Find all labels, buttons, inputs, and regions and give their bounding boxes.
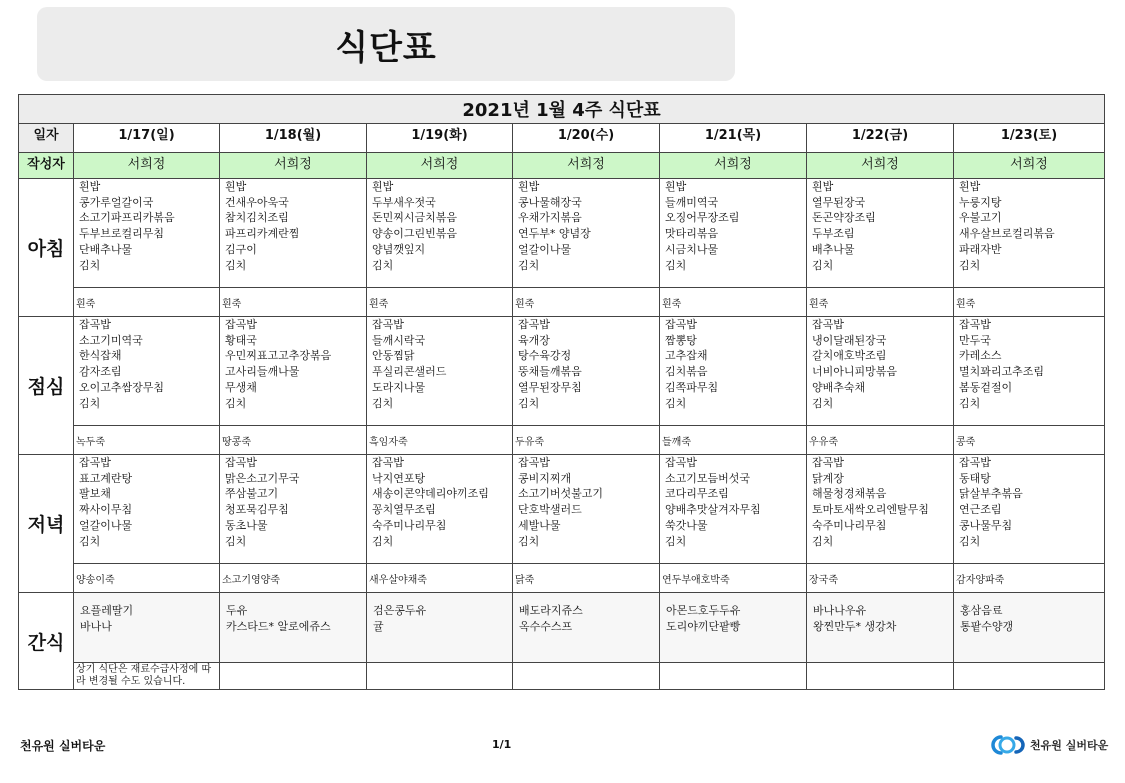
menu-item: 콩나물무침 bbox=[959, 518, 1013, 532]
dinner-porridge-cell: 감자양파죽 bbox=[954, 564, 1105, 593]
menu-item: 한식잡채 bbox=[79, 349, 122, 363]
menu-item: 동태탕 bbox=[959, 471, 991, 485]
menu-item: 김치 bbox=[79, 534, 101, 548]
menu-item: 단배추나물 bbox=[79, 242, 133, 256]
menu-item: 김치 bbox=[518, 396, 540, 410]
breakfast-porridge-cell: 흰죽 bbox=[513, 288, 660, 317]
menu-table bbox=[18, 94, 1105, 690]
writer-cell-6: 서희정 bbox=[954, 153, 1105, 179]
menu-item: 해물청경채볶음 bbox=[812, 487, 887, 501]
date-header-1: 1/18(월) bbox=[220, 124, 367, 153]
menu-item: 김구이 bbox=[225, 242, 257, 256]
date-header-4: 1/21(목) bbox=[660, 124, 807, 153]
dinner-porridge-cell: 장국죽 bbox=[807, 564, 954, 593]
breakfast-porridge-cell: 흰죽 bbox=[954, 288, 1105, 317]
menu-item: 양념깻잎지 bbox=[372, 242, 426, 256]
menu-item: 흰밥 bbox=[518, 180, 540, 193]
menu-item: 김치 bbox=[812, 534, 834, 548]
menu-item: 잡곡밥 bbox=[665, 318, 697, 331]
snack-item: 배도라지쥬스 bbox=[519, 604, 583, 617]
snack-item: 요플레딸기 bbox=[80, 604, 134, 617]
menu-item: 김치 bbox=[812, 396, 834, 410]
dinner-menu-cell bbox=[660, 455, 807, 564]
menu-item: 소고기버섯불고기 bbox=[518, 487, 604, 501]
menu-item: 김치 bbox=[225, 396, 247, 410]
lunch-porridge-cell: 땅콩죽 bbox=[220, 426, 367, 455]
dinner-menu-cell bbox=[954, 455, 1105, 564]
writer-label: 작성자 bbox=[19, 153, 74, 179]
menu-item: 토마토새싹오리엔탈무침 bbox=[812, 503, 929, 517]
menu-item: 육개장 bbox=[518, 333, 550, 347]
lunch-porridge-cell: 녹두죽 bbox=[74, 426, 220, 455]
menu-item: 흰밥 bbox=[372, 180, 394, 193]
menu-item: 청포묵김무침 bbox=[225, 503, 289, 517]
snack-item: 통팥수양갱 bbox=[960, 619, 1014, 633]
snack-menu-cell bbox=[954, 593, 1105, 663]
menu-item: 새우살브로컬리볶음 bbox=[959, 227, 1055, 241]
breakfast-menu-cell bbox=[220, 179, 367, 288]
menu-item: 연두부* 양념장 bbox=[518, 227, 591, 241]
snack-menu-cell bbox=[513, 593, 660, 663]
breakfast-menu-cell bbox=[74, 179, 220, 288]
menu-item: 김치 bbox=[959, 396, 981, 410]
breakfast-porridge-cell: 흰죽 bbox=[74, 288, 220, 317]
snack-item: 검은콩두유 bbox=[373, 604, 427, 617]
menu-item: 김치 bbox=[79, 258, 101, 272]
menu-item: 김치 bbox=[518, 534, 540, 548]
snack-blank-cell bbox=[220, 663, 367, 690]
menu-item: 양송이그린빈볶음 bbox=[372, 227, 458, 241]
menu-item: 흰밥 bbox=[959, 180, 981, 193]
footer-logo bbox=[990, 733, 1108, 757]
menu-item: 잡곡밥 bbox=[518, 318, 550, 331]
footer-page-number: 1/1 bbox=[492, 738, 512, 751]
menu-item: 김치 bbox=[959, 534, 981, 548]
lunch-menu-cell bbox=[220, 317, 367, 426]
breakfast-menu-cell bbox=[513, 179, 660, 288]
menu-item: 잡곡밥 bbox=[225, 456, 257, 469]
menu-item: 황태국 bbox=[225, 333, 257, 347]
menu-item: 열무된장무침 bbox=[518, 380, 582, 394]
snack-item: 바나나우유 bbox=[813, 604, 867, 617]
menu-item: 우불고기 bbox=[959, 211, 1002, 225]
menu-item: 닭살부추볶음 bbox=[959, 487, 1023, 501]
menu-item: 두부조림 bbox=[812, 227, 855, 241]
menu-item: 만두국 bbox=[959, 333, 991, 347]
lunch-menu-cell bbox=[807, 317, 954, 426]
writer-cell-2: 서희정 bbox=[367, 153, 513, 179]
menu-item: 짜사이무침 bbox=[79, 503, 133, 517]
dinner-porridge-cell: 닭죽 bbox=[513, 564, 660, 593]
menu-item: 김치 bbox=[665, 396, 687, 410]
dinner-menu-cell bbox=[513, 455, 660, 564]
menu-item: 뚱채들깨볶음 bbox=[518, 365, 582, 379]
menu-item: 고사리들깨나물 bbox=[225, 365, 300, 379]
menu-item: 우채가지볶음 bbox=[518, 211, 582, 225]
menu-item: 들깨시락국 bbox=[372, 333, 426, 347]
lunch-menu-cell bbox=[513, 317, 660, 426]
writer-cell-5: 서희정 bbox=[807, 153, 954, 179]
menu-item: 동초나물 bbox=[225, 518, 268, 532]
menu-item: 흰밥 bbox=[225, 180, 247, 193]
menu-item: 감자조림 bbox=[79, 365, 122, 379]
snack-menu-cell bbox=[74, 593, 220, 663]
lunch-porridge-cell: 두유죽 bbox=[513, 426, 660, 455]
menu-item: 잡곡밥 bbox=[518, 456, 550, 469]
snack-item: 도리야끼단팥빵 bbox=[666, 619, 741, 633]
page-title-box bbox=[37, 7, 735, 81]
menu-item: 김치 bbox=[665, 258, 687, 272]
menu-item: 갈치애호박조림 bbox=[812, 349, 887, 363]
date-header-0: 1/17(일) bbox=[74, 124, 220, 153]
menu-item: 소고기파프리카볶음 bbox=[79, 211, 175, 225]
menu-item: 열무된장국 bbox=[812, 195, 866, 209]
menu-item: 얼갈이나물 bbox=[79, 518, 133, 532]
snack-blank-cell bbox=[513, 663, 660, 690]
menu-item: 팔보채 bbox=[79, 487, 111, 501]
snack-menu-cell bbox=[660, 593, 807, 663]
breakfast-menu-cell bbox=[367, 179, 513, 288]
menu-item: 잡곡밥 bbox=[959, 456, 991, 469]
date-header-3: 1/20(수) bbox=[513, 124, 660, 153]
snack-item: 아몬드호두두유 bbox=[666, 604, 741, 617]
menu-item: 돈민찌시금치볶음 bbox=[372, 211, 458, 225]
snack-item: 옥수수스프 bbox=[519, 619, 573, 633]
menu-item: 들깨미역국 bbox=[665, 195, 719, 209]
menu-item: 고추잡채 bbox=[665, 349, 708, 363]
snack-menu-cell bbox=[807, 593, 954, 663]
breakfast-porridge-cell: 흰죽 bbox=[367, 288, 513, 317]
menu-item: 도라지나물 bbox=[372, 380, 426, 394]
menu-item: 김치 bbox=[225, 258, 247, 272]
menu-item: 쑥갓나물 bbox=[665, 518, 708, 532]
writer-cell-3: 서희정 bbox=[513, 153, 660, 179]
menu-item: 파래자반 bbox=[959, 242, 1002, 256]
page-title: 식단표 bbox=[335, 27, 437, 68]
menu-item: 낙지연포탕 bbox=[372, 471, 426, 485]
menu-item: 닭계장 bbox=[812, 471, 844, 485]
menu-item: 김치볶음 bbox=[665, 365, 708, 379]
menu-item: 파프리카계란찜 bbox=[225, 227, 300, 241]
menu-item: 김치 bbox=[225, 534, 247, 548]
menu-item: 무생채 bbox=[225, 380, 257, 394]
menu-item: 김치 bbox=[959, 258, 981, 272]
dinner-porridge-cell: 새우살야채죽 bbox=[367, 564, 513, 593]
menu-item: 잡곡밥 bbox=[372, 318, 404, 331]
snack-item: 귤 bbox=[373, 619, 384, 633]
breakfast-porridge-cell: 흰죽 bbox=[220, 288, 367, 317]
lunch-menu-cell bbox=[660, 317, 807, 426]
menu-item: 소고기미역국 bbox=[79, 333, 143, 347]
menu-item: 잡곡밥 bbox=[79, 456, 111, 469]
writer-cell-4: 서희정 bbox=[660, 153, 807, 179]
menu-item: 새송이콘약데리야끼조림 bbox=[372, 487, 489, 501]
menu-item: 시금치나물 bbox=[665, 242, 719, 256]
date-header-5: 1/22(금) bbox=[807, 124, 954, 153]
snack-blank-cell bbox=[367, 663, 513, 690]
menu-item: 푸실리콘샐러드 bbox=[372, 365, 447, 379]
menu-item: 냉이달래된장국 bbox=[812, 333, 887, 347]
menu-item: 꽁치열무조림 bbox=[372, 503, 436, 517]
menu-item: 잡곡밥 bbox=[959, 318, 991, 331]
menu-item: 너비아니피망볶음 bbox=[812, 365, 898, 379]
snack-item: 두유 bbox=[226, 604, 248, 617]
writer-cell-1: 서희정 bbox=[220, 153, 367, 179]
cw-logo-icon bbox=[990, 733, 1028, 757]
menu-item: 김치 bbox=[518, 258, 540, 272]
dinner-porridge-cell: 소고기영양죽 bbox=[220, 564, 367, 593]
menu-item: 잡곡밥 bbox=[812, 456, 844, 469]
menu-item: 오징어무장조림 bbox=[665, 211, 740, 225]
menu-item: 맛타리볶음 bbox=[665, 227, 719, 241]
menu-item: 두부브로컬리무침 bbox=[79, 227, 165, 241]
date-header-2: 1/19(화) bbox=[367, 124, 513, 153]
menu-item: 양배추숙채 bbox=[812, 380, 866, 394]
menu-item: 카레소스 bbox=[959, 349, 1002, 363]
dinner-menu-cell bbox=[367, 455, 513, 564]
meal-label-breakfast: 아침 bbox=[19, 179, 74, 317]
meal-label-lunch: 점심 bbox=[19, 317, 74, 455]
lunch-menu-cell bbox=[954, 317, 1105, 426]
menu-item: 돈곤약장조림 bbox=[812, 211, 876, 225]
date-header-6: 1/23(토) bbox=[954, 124, 1105, 153]
dinner-porridge-cell: 연두부애호박죽 bbox=[660, 564, 807, 593]
snack-item: 바나나 bbox=[80, 619, 112, 633]
snack-item: 홍삼음료 bbox=[960, 604, 1003, 617]
lunch-menu-cell bbox=[74, 317, 220, 426]
dinner-menu-cell bbox=[74, 455, 220, 564]
menu-item: 콩비지찌개 bbox=[518, 471, 572, 485]
menu-item: 흰밥 bbox=[665, 180, 687, 193]
menu-item: 잡곡밥 bbox=[665, 456, 697, 469]
lunch-porridge-cell: 들깨죽 bbox=[660, 426, 807, 455]
menu-item: 김치 bbox=[812, 258, 834, 272]
snack-blank-cell bbox=[660, 663, 807, 690]
menu-item: 오이고추쌈장무침 bbox=[79, 380, 165, 394]
lunch-porridge-cell: 콩죽 bbox=[954, 426, 1105, 455]
menu-item: 짬뽕탕 bbox=[665, 333, 697, 347]
snack-blank-cell bbox=[807, 663, 954, 690]
footer-org: 천유원 실버타운 bbox=[20, 739, 106, 753]
menu-item: 숙주미나리무침 bbox=[372, 518, 447, 532]
meal-label-dinner: 저녁 bbox=[19, 455, 74, 593]
menu-item: 숙주미나리무침 bbox=[812, 518, 887, 532]
footer-logo-text: 천유원 실버타운 bbox=[1030, 739, 1109, 752]
menu-item: 쭈삼불고기 bbox=[225, 487, 279, 501]
menu-item: 맑은소고기무국 bbox=[225, 471, 300, 485]
menu-item: 단호박샐러드 bbox=[518, 503, 582, 517]
menu-item: 잡곡밥 bbox=[225, 318, 257, 331]
dinner-menu-cell bbox=[220, 455, 367, 564]
snack-item: 왕찐만두* 생강차 bbox=[813, 619, 897, 633]
snack-menu-cell bbox=[220, 593, 367, 663]
meal-label-snack: 간식 bbox=[19, 593, 74, 690]
menu-item: 두부새우젓국 bbox=[372, 195, 436, 209]
snack-menu-cell bbox=[367, 593, 513, 663]
menu-item: 세발나물 bbox=[518, 518, 561, 532]
menu-item: 잡곡밥 bbox=[372, 456, 404, 469]
menu-item: 탕수육강정 bbox=[518, 349, 572, 363]
menu-item: 잡곡밥 bbox=[812, 318, 844, 331]
menu-item: 콩가루얼갈이국 bbox=[79, 195, 154, 209]
menu-item: 흰밥 bbox=[79, 180, 101, 193]
menu-item: 양배추맛살겨자무침 bbox=[665, 503, 761, 517]
menu-item: 김치 bbox=[79, 396, 101, 410]
menu-item: 봄동겉절이 bbox=[959, 380, 1013, 394]
menu-item: 연근조림 bbox=[959, 503, 1002, 517]
menu-item: 김치 bbox=[665, 534, 687, 548]
breakfast-menu-cell bbox=[807, 179, 954, 288]
dinner-menu-cell bbox=[807, 455, 954, 564]
snack-blank-cell bbox=[954, 663, 1105, 690]
menu-item: 표고계란탕 bbox=[79, 471, 133, 485]
breakfast-porridge-cell: 흰죽 bbox=[807, 288, 954, 317]
menu-item: 김치 bbox=[372, 396, 394, 410]
menu-item: 콩나물해장국 bbox=[518, 195, 582, 209]
menu-change-note: 상기 식단은 재료수급사정에 따라 변경될 수도 있습니다. bbox=[74, 663, 220, 690]
menu-item: 얼갈이나물 bbox=[518, 242, 572, 256]
menu-item: 잡곡밥 bbox=[79, 318, 111, 331]
menu-item: 누룽지탕 bbox=[959, 195, 1002, 209]
menu-item: 김치 bbox=[372, 258, 394, 272]
menu-item: 멸치꽈리고추조림 bbox=[959, 365, 1045, 379]
menu-item: 참치김치조림 bbox=[225, 211, 289, 225]
breakfast-menu-cell bbox=[954, 179, 1105, 288]
lunch-porridge-cell: 우유죽 bbox=[807, 426, 954, 455]
menu-item: 우민찌표고고추장볶음 bbox=[225, 349, 332, 363]
menu-item: 김쪽파무침 bbox=[665, 380, 719, 394]
breakfast-menu-cell bbox=[660, 179, 807, 288]
lunch-menu-cell bbox=[367, 317, 513, 426]
lunch-porridge-cell: 흑임자죽 bbox=[367, 426, 513, 455]
week-title: 2021년 1월 4주 식단표 bbox=[19, 95, 1105, 124]
snack-item: 카스타드* 알로에쥬스 bbox=[226, 619, 331, 633]
menu-item: 흰밥 bbox=[812, 180, 834, 193]
menu-item: 소고기모듬버섯국 bbox=[665, 471, 751, 485]
menu-item: 건새우아욱국 bbox=[225, 195, 289, 209]
menu-item: 배추나물 bbox=[812, 242, 855, 256]
menu-item: 안동찜닭 bbox=[372, 349, 415, 363]
menu-item: 코다리무조림 bbox=[665, 487, 729, 501]
breakfast-porridge-cell: 흰죽 bbox=[660, 288, 807, 317]
date-label: 일자 bbox=[19, 124, 74, 153]
writer-cell-0: 서희정 bbox=[74, 153, 220, 179]
menu-item: 김치 bbox=[372, 534, 394, 548]
dinner-porridge-cell: 양송이죽 bbox=[74, 564, 220, 593]
